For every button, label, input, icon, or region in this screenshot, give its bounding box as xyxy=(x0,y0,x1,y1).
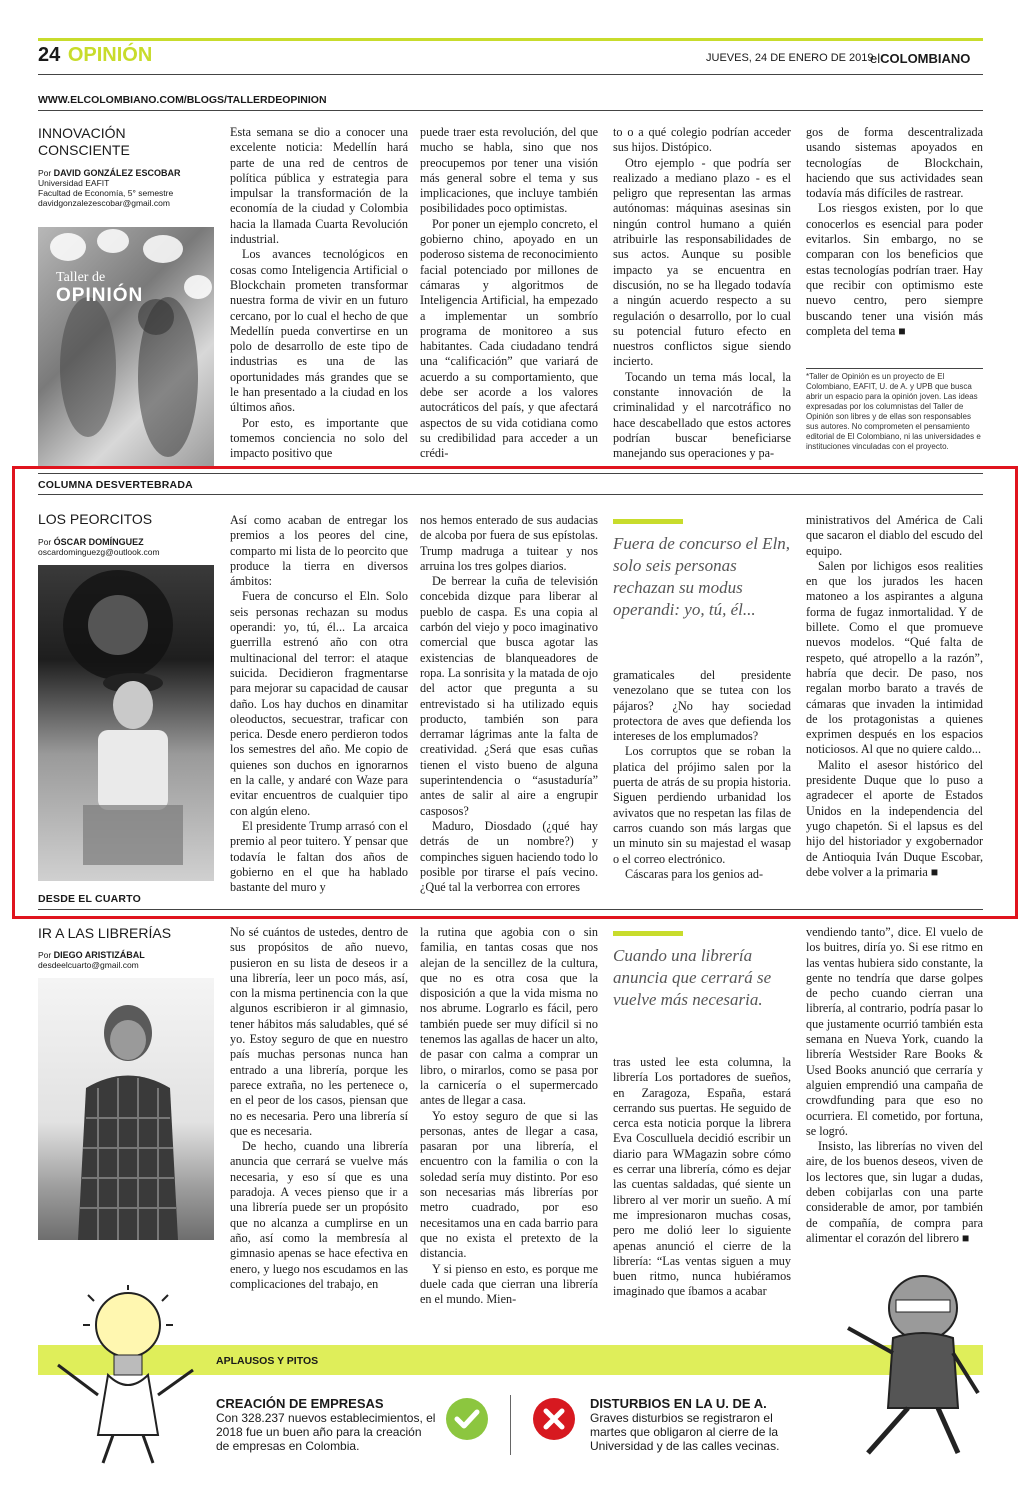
paragraph: Maduro, Diosdado (¿qué hay detrás de un nombre?) y compinches siguen haciendo todo lo posible por tirarse el país vecino. ¿Qué tal la verborrea con errores xyxy=(420,818,598,895)
applause-divider xyxy=(510,1395,511,1455)
section-name: OPINIÓN xyxy=(67,44,153,66)
article2-email[interactable]: oscardominguezg@outlook.com xyxy=(38,547,160,557)
paragraph: Y si pienso en esto, es porque me duele cada que cierran una librería en el mundo. Mien- xyxy=(420,1261,598,1307)
checkmark-icon xyxy=(446,1398,488,1440)
paragraph: gramaticales del presidente venezolano que se tutea con los pájaros? ¿No hay sociedad protectora de aves que defienda los intereses de los emplumados? xyxy=(613,668,791,744)
paragraph: Tocando un tema más local, la constante innovación de la criminalidad y el narcotráfico no hace descabellado que estos actores podrían buscar beneficiarse manejando sus operaciones y pa- xyxy=(613,369,791,461)
article2-title: LOS PEORCITOS xyxy=(38,511,153,527)
paragraph: la rutina que agobia con o sin familia, en tantas cosas que nos alejan de la sencillez de la cultura, que no es otra cosa que la disposición a que la vida misma no nos abrume. Lograrlo es fácil, pero también puede ser muy difícil si no tenemos las agallas de hacer un alto, de pasar con calma a comprar un libro, o mirarlos, como se pasa por la carnicería o el supermercado antes de llegar a casa. xyxy=(420,925,598,1108)
checkmark-glyph xyxy=(446,1398,488,1440)
masthead xyxy=(870,51,970,66)
article3-quote-accent xyxy=(613,931,683,936)
paragraph: Los riesgos existen, por lo que conocerlos es esencial para poder evitarlos. Sin embargo, no se comparan con los beneficios que estas tecnologías podrían traer. Hay que recibir con optimismo este nuevo centro, pero siempre buscando tener una visión más completa del tema ■ xyxy=(806,201,983,338)
paragraph: ministrativos del América de Cali que sacaron el diablo del escudo del equipo. xyxy=(806,513,983,558)
paragraph: Otro ejemplo - que podría ser realizado a mediano plazo - es el peligro que representan las armas autónomas: máquinas asesinas sin ningún control humano a quién atribuirle las responsabilidades de sus actos. Aunque su posible impacto ya se encuentra en discusión, no se ha llegado todavía a ningún acuerdo respecto a su regulación o desarrollo, por lo cual su potencial futuro efecto en nuestros conflictos sigue siendo incierto. xyxy=(613,155,791,369)
article2-kicker-rule xyxy=(38,494,983,495)
paragraph: Esta semana se dio a conocer una excelente noticia: Medellín hará parte de una red de centros de política pública y estrategia para impulsar la transformación de la economía de la ciudad y Colombia hacia la llamada Cuarta Revolución industrial. xyxy=(230,125,408,247)
article1-byline xyxy=(38,168,228,208)
article3-column-3: tras usted lee esta columna, la librería Los portadores de sueños, en Zaragoza, España, estará cerrando sus puertas. He seguido de cerca esta noticia porque la librera Eva Cosculluela decidió escribir un diario para WMagazin sobre cómo es cerrar una librería, cómo es dejar las cuentas saldadas, qué siente un librero al ver morir un sueño. A mí me impresionaron muchas cosas, pero me dolió leer lo siguiente apenas anunció el cierre de la librería: “Las ventas siguen a muy buen ritmo, nunca hubiéramos imaginado que íbamos a acabar xyxy=(613,1055,791,1299)
oscar-dominguez-portrait xyxy=(38,565,214,881)
article2-column-3 xyxy=(613,668,791,886)
cross-icon xyxy=(533,1398,575,1440)
taller-caption-small: Taller de xyxy=(56,270,106,285)
article1-affiliation1: Universidad EAFIT xyxy=(38,178,110,188)
article3-pull-quote: Cuando una librería anuncia que cerrará se vuelve más necesaria. xyxy=(613,946,772,1009)
paragraph: to o a qué colegio podrían acceder sus hijos. Distópico. xyxy=(613,125,791,155)
paragraph: Los corruptos que se roban la platica del prójimo salen por la puerta de atrás de su propia historia. Siguen perdiendo urbanidad los avivatos que no respetan las filas de carros cuando son más largas que un minuto sin su majestad el wasap o el correo electrónico. xyxy=(613,744,791,866)
hooded-protester-cartoon-icon xyxy=(838,1268,988,1458)
article3-kicker: DESDE EL CUARTO xyxy=(38,893,141,905)
article1-column-4 xyxy=(806,125,983,363)
article3-title: IR A LAS LIBRERÍAS xyxy=(38,925,172,941)
paragraph: Cáscaras para los genios ad- xyxy=(625,866,764,881)
article3-column-4 xyxy=(806,925,983,1280)
paragraph: Fuera de concurso el Eln. Solo seis personas rechazan su modus operandi: yo, tú, él... La arcaica guerrilla estrenó año con otra multinacional del terror: el ataque suicida. Decidieron fragmentarse para mejorar su capacidad de causar daño. Los hay duchos en dinamitar oleoductos, secuestrar, traficar con perica. Desde enero perdieron todos los semestres del año. Me copio de quienes son duchos en ignorarnos en la calle, y andaré con Waze para evitar encuentros de cualquier tipo con algún eleno. xyxy=(230,589,408,818)
good-news-title: CREACIÓN DE EMPRESAS xyxy=(216,1396,384,1411)
oscar-dominguez-photo xyxy=(38,565,214,881)
applause-banner-label: APLAUSOS Y PITOS xyxy=(216,1355,319,1367)
paragraph: De hecho, cuando una librería anuncia que cerrará se vuelve más necesaria, y eso sí que es una paradoja. A veces pienso que ir a una librería puede ser un propósito que no alcanza a cumplirse en un año, así como la membresía al gimnasio apenas se hace efectiva en enero, y luego nos escudamos en las complicaciones del trabajo, en xyxy=(230,1139,408,1291)
masthead-name: COLOMBIANO xyxy=(880,51,971,66)
article2-column-1 xyxy=(230,513,408,895)
article2-author: ÓSCAR DOMÍNGUEZ xyxy=(53,537,144,547)
article2-kicker: COLUMNA DESVERTEBRADA xyxy=(38,479,193,491)
article3-column-2 xyxy=(420,925,598,1307)
good-news-text: Con 328.237 nuevos establecimientos, el 2018 fue un buen año para la creación de empresas en Colombia. xyxy=(216,1411,436,1453)
paragraph: Malito el asesor histórico del presidente Duque que lo puso a agradecer el aporte de Estados Unidos en la independencia del yugo chapetón. Si el lapsus es del hijo del historiador y exgobernador de Antioquia Iván Duque Escobar, debe volver a la primaria ■ xyxy=(806,757,983,879)
taller-caption-large: OPINIÓN xyxy=(56,285,144,306)
paragraph: Así como acaban de entregar los premios a los peores del cine, comparto mi lista de lo peorcito que produce la tierra en diversos ámbitos: xyxy=(230,513,408,589)
masthead-prefix: el xyxy=(870,51,881,66)
paragraph: No sé cuántos de ustedes, dentro de sus propósitos de año nuevo, pusieron en su lista de deseos ir a una librería, leer un poco más, así, con la misma pertinencia con la que algunos escribieron ir al gimnasio, tener hábitos más saludables, qué sé yo. Estoy seguro de que en nuestro país muchas personas nunca han entrado a una librería, porque les parece extraña, no les pertenece o, en el peor de los casos, piensan que no es necesaria. Pero una librería sí que es necesaria. xyxy=(230,925,408,1138)
article1-column-1 xyxy=(230,125,408,467)
cross-glyph xyxy=(533,1398,575,1440)
article3-column-1 xyxy=(230,925,408,1300)
lightbulb-cartoon-icon xyxy=(48,1285,198,1465)
paragraph: nos hemos enterado de sus audacias de alcoba por fuera de sus epístolas. Trump madruga a tuitear y nos arruina los tres golpes diarios. xyxy=(420,513,598,573)
taller-opinion-image xyxy=(38,227,214,467)
article2-pull-quote: Fuera de concurso el Eln, solo seis personas rechazan su modus operandi: yo, tú, él... xyxy=(613,534,791,619)
issue-date: JUEVES, 24 DE ENERO DE 2019 xyxy=(706,52,874,64)
paragraph: El presidente Trump arrasó con el premio al peor tuitero. Y pensar que todavía le faltan dos años de gobierno en el que ha hablado bastante del muro y xyxy=(230,818,408,895)
paragraph: puede traer esta revolución, del que mucho se habla, sino que nos preocupemos por tener una visión más general sobre el tema y sus implicaciones, que incluye también posibilidades poco optimistas. xyxy=(420,125,598,216)
paragraph: Insisto, las librerías no viven del aire, de los buenos deseos, viven de los lectores que, sin lugar a dudas, deben cobijarlas con una parte considerable de amor, por también de compañía, de compra para alimentar el corazón del librero ■ xyxy=(806,1139,983,1245)
article3-author: DIEGO ARISTIZÁBAL xyxy=(53,950,145,960)
article3-author-prefix: Por xyxy=(38,950,52,960)
article3-email[interactable]: desdeelcuarto@gmail.com xyxy=(38,960,139,970)
paragraph: De berrear la cuña de televisión concebida dizque para liberar al pueblo de caspa. Es una copia al carbón del viejo y poco imaginativo comercial que busca agotar las existencias de blanqueadores de ropa. La sonrisita y la matada de ojo del actor que pregunta a su entrevistado si ha utilizado equis producto, también son para derramar lágrimas ante la falta de creatividad. ¿Será que esas cuñas tienen el visto bueno de alguna superintendencia o “asustaduría” antes de salir al aire a engrupir casposos? xyxy=(420,574,598,818)
article1-column-2 xyxy=(420,125,598,467)
article2-author-prefix: Por xyxy=(38,537,52,547)
article1-column-3 xyxy=(613,125,791,467)
page-number: 24 xyxy=(38,44,61,66)
taller-note: *Taller de Opinión es un proyecto de El Colombiano, EAFIT, U. de A. y UPB que busca abrir un espacio para la opinión joven. Las ideas expresadas por los columnistas del Taller de Opinión son libres y de ellas son responsables sus autores. No comprometen el pensamiento editorial de El Colombiano, ni las universidades e instituciones vinculadas con el proyecto. xyxy=(806,372,981,451)
paragraph: gos de forma descentralizada usando sistemas apoyados en tecnologías de Blockchain, haciendo que sus actividades sean todavía más difíciles de rastrear. xyxy=(806,125,983,201)
taller-opinion-illustration xyxy=(38,227,214,467)
article1-email[interactable]: davidgonzalezescobar@gmail.com xyxy=(38,198,170,208)
diego-aristizabal-photo xyxy=(38,978,214,1240)
paragraph: Los avances tecnológicos en cosas como Inteligencia Artificial o Blockchain prometen transformar nuestra forma de vivir en un futuro cercano, por lo cual el hecho de que Medellín pueda convertirse en un polo de desarrollo de este tipo de industrias es una de las oportunidades más grandes que se le han presentado a la ciudad en los últimos años. xyxy=(230,247,408,415)
article1-title: INNOVACIÓN CONSCIENTE xyxy=(38,125,130,158)
bad-news-text: Graves disturbios se registraron el martes que obligaron al cierre de la Universidad y de las calles vecinas. xyxy=(590,1411,780,1453)
paragraph: Por esto, es importante que tomemos conciencia no solo del impacto positivo que xyxy=(230,415,408,461)
header-accent-bar xyxy=(38,38,983,41)
bad-news-title: DISTURBIOS EN LA U. DE A. xyxy=(590,1396,767,1411)
article2-column-4 xyxy=(806,513,983,886)
article1-author: DAVID GONZÁLEZ ESCOBAR xyxy=(53,168,181,178)
article1-author-prefix: Por xyxy=(38,168,52,178)
article3-byline xyxy=(38,950,228,970)
paragraph: vendiendo tanto”, dice. El vuelo de los buitres, diría yo. Si ese ritmo en las ventas hubiera sido constante, la gente no tendría que darse golpes de pecho cuando cierran una librería, al contrario, podría pasar lo que justamente ocurrió también esta semana en Nueva York, cuando la librería Westsider Rare Books & Used Books anunció que cerraría y alguien emprendió una campaña de crowdfunding para que eso no ocurriera. El cometido, por fortuna, se logró. xyxy=(806,925,983,1138)
article1-affiliation2: Facultad de Economía, 5° semestre xyxy=(38,188,174,198)
diego-aristizabal-portrait xyxy=(38,978,214,1240)
article2-top-rule xyxy=(38,473,983,474)
paragraph: Yo estoy seguro de que si las personas, antes de llegar a casa, pasaran por una librería, el encuentro con la familia o con la soledad sería muy distinto. Por eso son necesarias más librerías por metro cuadrado, por eso necesitamos una en cada barrio para que no exista el pretexto de la distancia. xyxy=(420,1108,598,1261)
page-header xyxy=(38,44,152,67)
blog-url-rule xyxy=(38,110,983,111)
note-rule xyxy=(806,368,983,369)
article2-quote-accent xyxy=(613,519,683,524)
blog-url-link[interactable]: WWW.ELCOLOMBIANO.COM/BLOGS/TALLERDEOPINION xyxy=(38,94,327,106)
paragraph: Por poner un ejemplo concreto, el gobierno chino, apoyado en un poderoso sistema de reconocimiento facial potenciado por millones de cámaras y algoritmos de Inteligencia Artificial, ha empezado a implementar un sombrío programa de monitoreo a sus habitantes. Cada ciudadano tendrá una “calificación” que variará de acuerdo a su comportamiento, que debe ser acorde a los valores autocráticos del país, y que afectará aspectos de su vida cotidiana como su credibilidad para acceder a un crédi- xyxy=(420,216,598,461)
paragraph: Salen por lichigos esos realities en que los jurados les hacen matoneo a los aspirantes a alguna forma de fugaz inmortalidad. Y de billete. Como el que promueve nuevos modelos. “Qué falta de respeto, qué atropello a la razón”, habría que decir. De paso, nos regalan morbo barato a través de cámaras que invaden la intimidad de los protagonistas a quienes exprimen después en los espacios noticiosos. Al que no quiere caldo... xyxy=(806,558,983,757)
header-rule xyxy=(38,74,983,75)
article3-kicker-rule xyxy=(38,909,983,910)
article2-byline xyxy=(38,537,228,557)
article2-column-2 xyxy=(420,513,598,895)
